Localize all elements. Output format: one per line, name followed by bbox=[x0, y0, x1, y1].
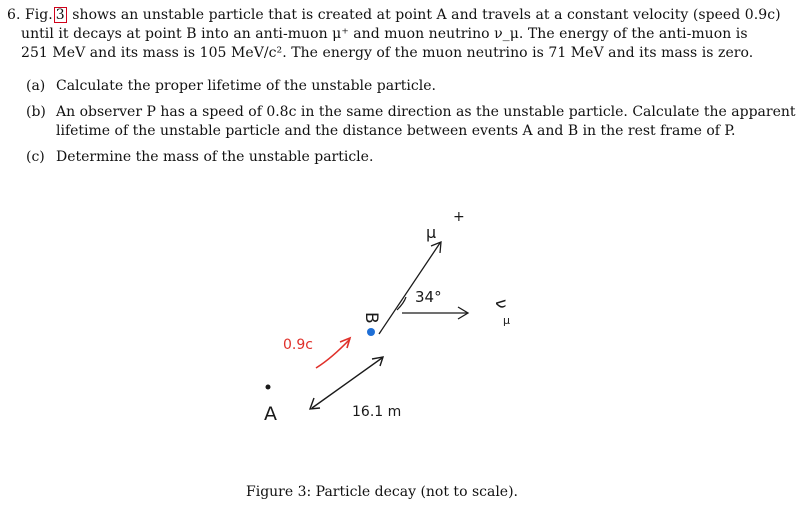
figure-caption: Figure 3: Particle decay (not to scale). bbox=[246, 484, 518, 500]
neutrino-subscript: μ bbox=[503, 314, 510, 327]
speed-arrow-head bbox=[340, 338, 350, 348]
antimuon-label: μ bbox=[426, 223, 437, 242]
part-c-label: (c) bbox=[26, 149, 45, 165]
question-line-3: 251 MeV and its mass is 105 MeV/c². The energy of the muon neutrino is 71 MeV and its mass is zero. bbox=[21, 45, 754, 61]
antimuon-charge: + bbox=[453, 209, 465, 225]
question-line-1 bbox=[7, 6, 793, 25]
question-text bbox=[7, 6, 793, 63]
part-b-text-line-1: An observer P has a speed of 0.8c in the same direction as the unstable particle. Calculate the apparent bbox=[56, 104, 796, 120]
distance-arrow-head-sw bbox=[310, 398, 320, 409]
neutrino-label: ν bbox=[491, 299, 511, 309]
figure-reference-link[interactable]: 3 bbox=[55, 7, 65, 23]
part-b bbox=[26, 103, 796, 141]
part-b-text-line-2: lifetime of the unstable particle and the distance between events A and B in the rest frame of P. bbox=[56, 123, 736, 139]
part-c-text: Determine the mass of the unstable particle. bbox=[56, 149, 374, 165]
distance-label: 16.1 m bbox=[352, 404, 402, 420]
part-b-label: (b) bbox=[26, 104, 46, 120]
fig-word: Fig. bbox=[24, 7, 53, 23]
angle-arc bbox=[397, 297, 406, 310]
question-parts bbox=[26, 77, 796, 174]
point-b-dot bbox=[367, 328, 375, 336]
distance-arrow-line bbox=[312, 358, 382, 408]
angle-label: 34° bbox=[415, 288, 442, 306]
speed-label: 0.9c bbox=[283, 337, 313, 353]
question-number: 6. bbox=[7, 7, 21, 23]
question-line-1-text: shows an unstable particle that is created at point A and travels at a constant velocity (speed 0.9c) bbox=[72, 7, 781, 23]
neutrino-arrow-head bbox=[458, 307, 468, 319]
distance-arrow-head-ne bbox=[372, 357, 383, 366]
antimuon-arrow-line bbox=[379, 243, 440, 334]
speed-arrow-line bbox=[316, 339, 350, 368]
part-a-label: (a) bbox=[26, 78, 46, 94]
point-a-dot bbox=[266, 385, 271, 390]
point-a-label: A bbox=[264, 403, 277, 425]
antimuon-arrow-head bbox=[431, 242, 441, 253]
question-line-2: until it decays at point B into an anti-muon μ⁺ and muon neutrino ν_μ. The energy of the anti-muon is bbox=[21, 26, 748, 42]
point-b-label: B bbox=[361, 312, 381, 324]
part-c bbox=[26, 148, 796, 167]
part-a-text: Calculate the proper lifetime of the unstable particle. bbox=[56, 78, 436, 94]
part-a bbox=[26, 77, 796, 96]
